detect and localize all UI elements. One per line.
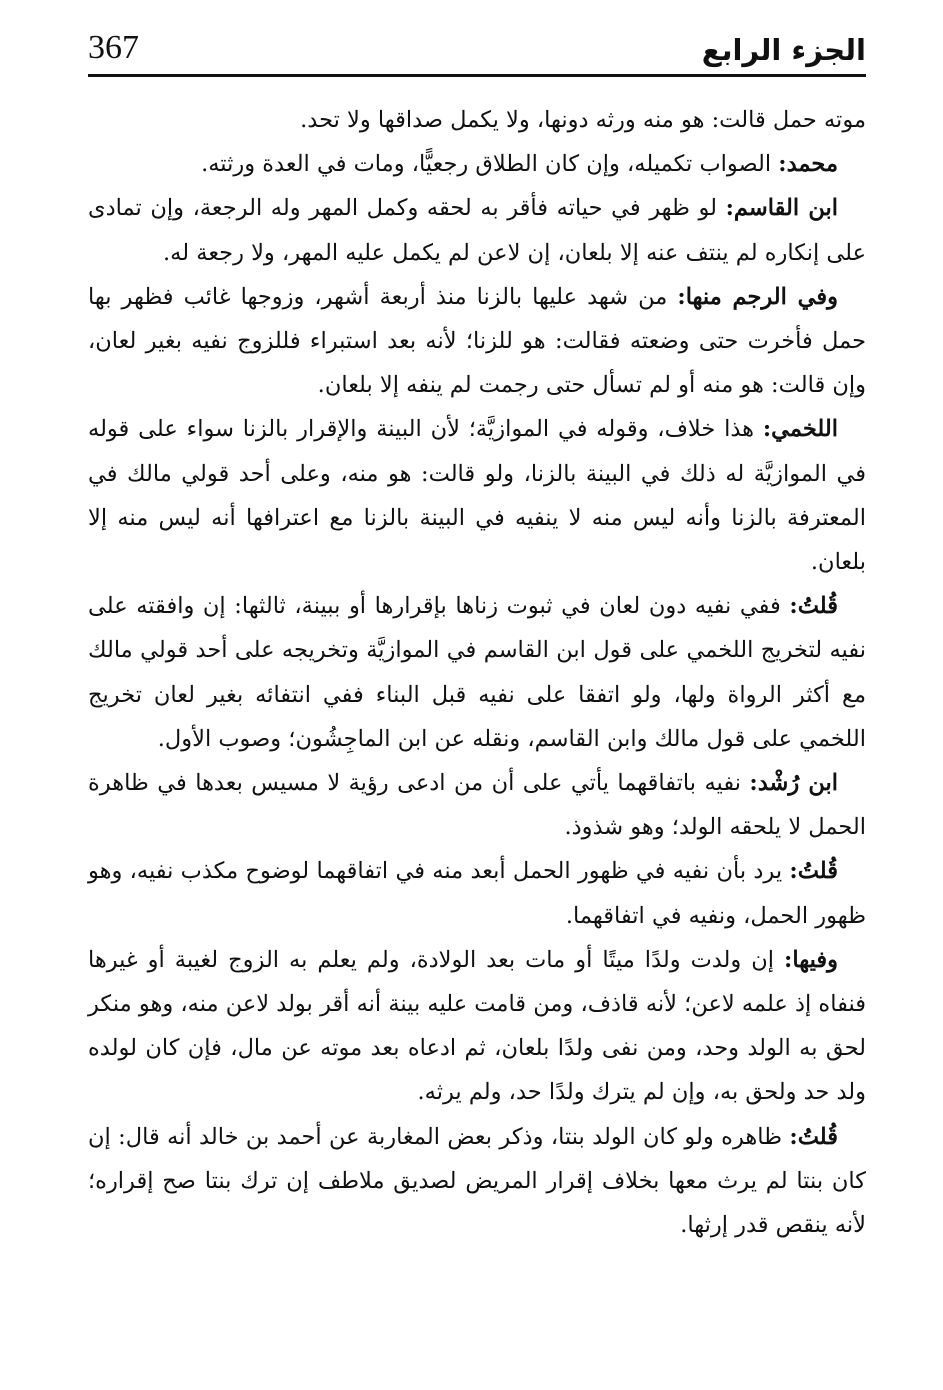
paragraph-lead: قُلتُ: (789, 858, 838, 885)
paragraph-text: الصواب تكميله، وإن كان الطلاق رجعيًّا، ومات في العدة ورثته. (201, 151, 779, 178)
paragraph-text: ففي نفيه دون لعان في ثبوت زناها بإقرارها أو ببينة، ثالثها: إن وافقته على نفيه لتخريج اللخمي على قول ابن القاسم في الموازيَّة وتخريجه على أحد قولي مالك مع أكثر الرواة ولها، ولو اتفقا على نفيه قبل البناء ففي انتفائه بغير لعان تخريج اللخمي على قول مالك وابن القاسم، ونقله عن ابن الماجِشُون؛ وصوب الأول. (88, 593, 866, 752)
paragraph-lead: ابن رُشْد: (749, 770, 838, 797)
paragraph-text: إن ولدت ولدًا ميتًا أو مات بعد الولادة، ولم يعلم به الزوج لغيبة أو غيرها فنفاه إذ علمه لاعن؛ لأنه قاذف، ومن قامت عليه بينة أنه أقر بولد لاعن منه، وهو منكر لحق به الولد وحد، ومن نفى ولدًا بلعان، ثم ادعاه بعد موته عن مال، فإن كان لولده ولد حد ولحق به، وإن لم يترك ولدًا حد، ولم يرثه. (88, 946, 866, 1106)
paragraph-lead: ابن القاسم: (725, 195, 838, 222)
paragraph-text: موته حمل قالت: هو منه ورثه دونها، ولا يكمل صداقها ولا تحد. (300, 107, 866, 133)
header-rule (88, 74, 866, 77)
paragraph-text: من شهد عليها بالزنا منذ أربعة أشهر، وزوجها غائب فظهر بها حمل فأخرت حتى وضعته فقالت: هو للزنا؛ لأنه بعد استبراء فللزوج نفيه بغير لعان، وإن قالت: هو منه أو لم تسأل حتى رجمت لم ينفه إلا بلعان. (88, 283, 866, 399)
running-title: الجزء الرابع (701, 33, 866, 67)
page-number: 367 (88, 29, 139, 66)
paragraph-text: هذا خلاف، وقوله في الموازيَّة؛ لأن البينة والإقرار بالزنا سواء على قوله في الموازيَّة له ذلك في البينة بالزنا، ولو قالت: هو منه، وعلى أحد قولي مالك في المعترفة بالزنا وأنه ليس منه لا ينفيه في البينة بالزنا مع اعترافها أنه ليس منه إلا بلعان. (88, 416, 866, 576)
paragraph (88, 186, 866, 274)
paragraph-lead: قُلتُ: (789, 593, 838, 620)
paragraph (88, 849, 866, 937)
paragraph-lead: قُلتُ: (789, 1123, 838, 1150)
paragraph-text: يرد بأن نفيه في ظهور الحمل أبعد منه في اتفاقهما لوضوح مكذب نفيه، وهو ظهور الحمل، ونفيه في اتفاقهما. (88, 858, 866, 929)
paragraph-text: ظاهره ولو كان الولد بنتا، وذكر بعض المغاربة عن أحمد بن خالد أنه قال: إن كان بنتا لم يرث معها بخلاف إقرار المريض لصديق ملاطف إن ترك بنتا صح إقراره؛ لأنه ينقص قدر إرثها. (88, 1123, 866, 1239)
paragraph-text: نفيه باتفاقهما يأتي على أن من ادعى رؤية لا مسيس بعدها في ظاهرة الحمل لا يلحقه الولد؛ وهو شذوذ. (88, 770, 866, 841)
paragraph-lead: وفي الرجم منها: (677, 283, 838, 310)
paragraph-text: لو ظهر في حياته فأقر به لحقه وكمل المهر وله الرجعة، وإن تمادى على إنكاره لم ينتف عنه إلا بلعان، إن لاعن لم يكمل عليه المهر، ولا رجعة له. (88, 195, 866, 266)
page-body (88, 98, 866, 1247)
paragraph-lead: وفيها: (784, 946, 838, 973)
paragraph-lead: اللخمي: (762, 416, 838, 443)
paragraph (88, 407, 866, 584)
paragraph-lead: محمد: (778, 151, 838, 178)
paragraph (88, 98, 866, 142)
paragraph (88, 1115, 866, 1248)
page-header (88, 24, 866, 72)
paragraph (88, 584, 866, 761)
paragraph (88, 275, 866, 408)
paragraph (88, 761, 866, 849)
paragraph (88, 938, 866, 1115)
paragraph (88, 142, 866, 186)
